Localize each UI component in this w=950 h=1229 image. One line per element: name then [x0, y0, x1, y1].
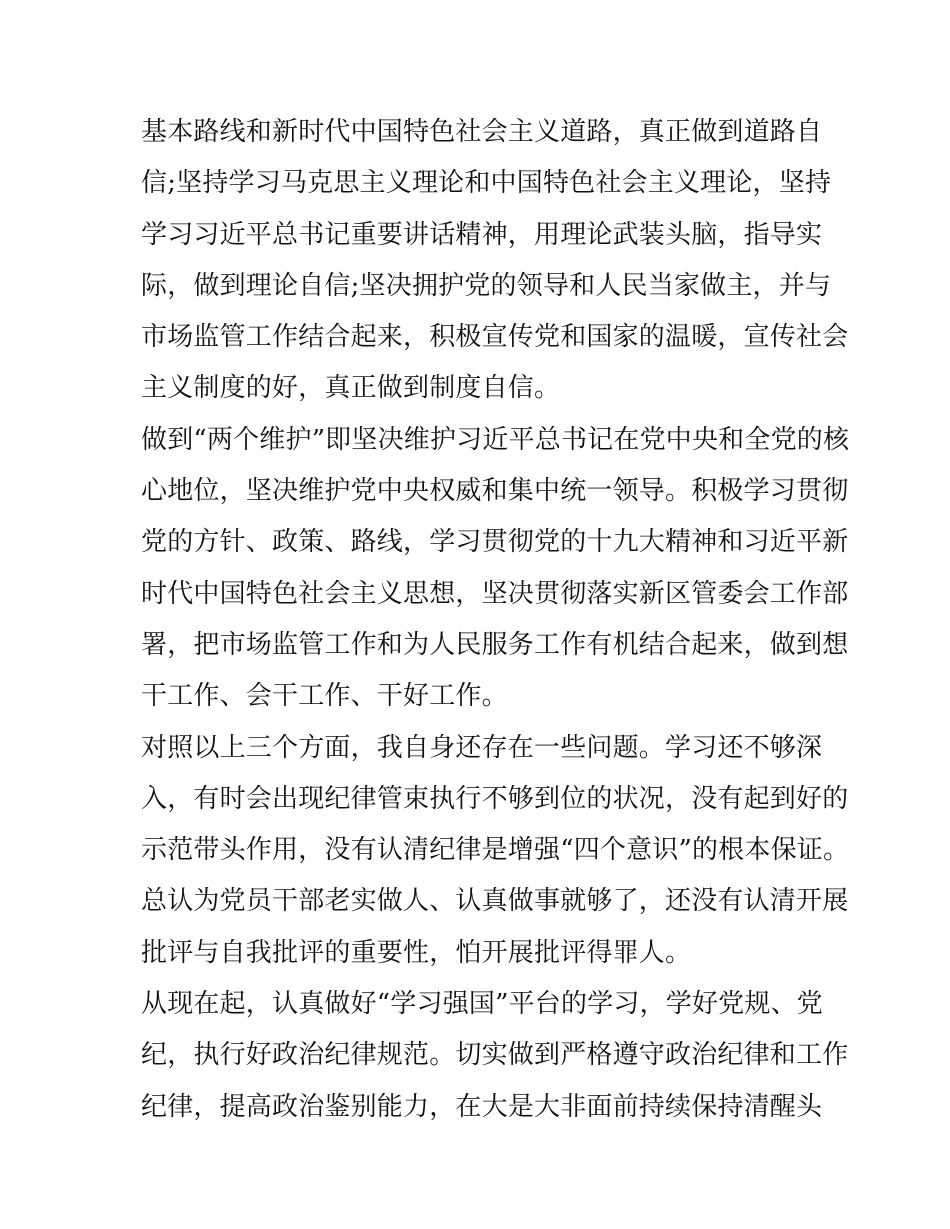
text-line-19: 纪，执行好政治纪律规范。切实做到严格遵守政治纪律和工作	[141, 1040, 849, 1071]
document-body-text	[141, 107, 850, 1133]
text-line-7: 做到“两个维护”即坚决维护习近平总书记在党中央和全党的核	[141, 424, 850, 455]
text-line-3: 学习习近平总书记重要讲话精神，用理论武装头脑，指导实	[141, 219, 823, 250]
text-line-13: 对照以上三个方面，我自身还存在一些问题。学习还不够深	[141, 732, 823, 763]
text-line-4: 际，做到理论自信;坚决拥护党的领导和人民当家做主，并与	[141, 270, 832, 301]
text-line-15: 示范带头作用，没有认清纪律是增强“四个意识”的根本保证。	[141, 835, 850, 866]
text-line-16: 总认为党员干部老实做人、认真做事就够了，还没有认清开展	[141, 886, 849, 917]
text-line-10: 时代中国特色社会主义思想，坚决贯彻落实新区管委会工作部	[141, 578, 849, 609]
text-line-9: 党的方针、政策、路线，学习贯彻党的十九大精神和习近平新	[141, 527, 849, 558]
text-line-11: 署，把市场监管工作和为人民服务工作有机结合起来，做到想	[141, 629, 849, 660]
text-line-6: 主义制度的好，真正做到制度自信。	[141, 373, 561, 404]
text-line-2: 信;坚持学习马克思主义理论和中国特色社会主义理论，坚持	[141, 168, 832, 199]
text-line-18: 从现在起，认真做好“学习强国”平台的学习，学好党规、党	[141, 989, 823, 1020]
text-line-14: 入，有时会出现纪律管束执行不够到位的状况，没有起到好的	[141, 783, 849, 814]
text-line-8: 心地位，坚决维护党中央权威和集中统一领导。积极学习贯彻	[141, 476, 849, 507]
text-line-1: 基本路线和新时代中国特色社会主义道路，真正做到道路自	[141, 117, 823, 147]
text-line-5: 市场监管工作结合起来，积极宣传党和国家的温暖，宣传社会	[141, 322, 849, 353]
text-line-12: 干工作、会干工作、干好工作。	[141, 681, 508, 712]
text-line-17: 批评与自我批评的重要性，怕开展批评得罪人。	[141, 937, 692, 968]
text-line-20: 纪律，提高政治鉴别能力，在大是大非面前持续保持清醒头	[141, 1091, 823, 1122]
